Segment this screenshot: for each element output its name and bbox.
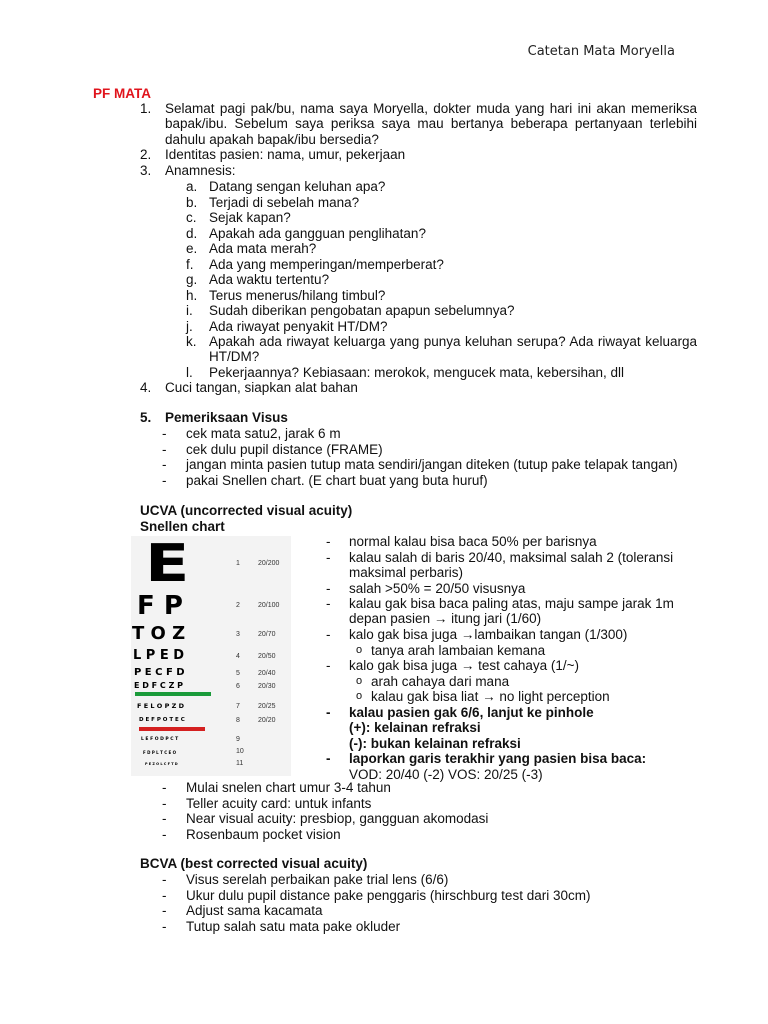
dash-bullet: -: [162, 872, 167, 887]
item-number: 4.: [140, 380, 152, 395]
list-item: [140, 163, 697, 179]
item-text: kalau gak bisa liat → no light perception: [371, 689, 610, 704]
list-item: [162, 457, 722, 473]
chart-row-number: 9: [236, 736, 240, 743]
item-text: Tutup salah satu mata pake okluder: [186, 918, 401, 934]
list-item: [162, 903, 722, 919]
chart-row-letters: E: [145, 534, 190, 594]
item-letter: k.: [186, 334, 197, 349]
dash-bullet: -: [162, 918, 167, 934]
snellen-heading: Snellen chart: [140, 519, 225, 534]
chart-row-letters: E D F C Z P: [134, 681, 184, 690]
dash-bullet: -: [326, 596, 331, 611]
dash-bullet: -: [162, 457, 167, 472]
item-text: Ada yang memperingan/memperberat?: [209, 256, 444, 272]
list-item: [162, 473, 722, 489]
list-item: [186, 272, 697, 288]
list-item: [186, 288, 697, 304]
list-item: [326, 550, 698, 581]
list-item: [326, 534, 698, 550]
item-text: Anamnesis:: [165, 162, 236, 178]
visus-list: [162, 426, 722, 488]
list-item: [162, 811, 722, 827]
item-letter: i.: [186, 303, 193, 318]
item-letter: l.: [186, 365, 193, 380]
item-text: cek dulu pupil distance (FRAME): [186, 441, 383, 457]
chart-row-number: 4: [236, 653, 240, 660]
list-item: [186, 303, 697, 319]
item-text: Apakah ada gangguan penglihatan?: [209, 225, 426, 241]
item-number: 3.: [140, 162, 152, 178]
list-item: [140, 410, 697, 425]
list-item: [326, 627, 698, 643]
list-item: [326, 736, 698, 752]
list-item: [186, 319, 697, 335]
chart-row-letters: L P E D: [133, 648, 185, 663]
list-item: [326, 596, 698, 627]
item-text: kalau pasien gak 6/6, lanjut ke pinhole: [349, 704, 594, 720]
item-number: 5.: [140, 410, 152, 425]
item-text: Ukur dulu pupil distance pake penggaris (hirschburg test dari 30cm): [186, 887, 591, 903]
list-item: [356, 689, 698, 705]
item-text: salah >50% = 20/50 visusnya: [349, 580, 526, 596]
list-item: [162, 919, 722, 935]
list-item: [326, 705, 698, 721]
ucva-notes: [326, 534, 698, 782]
chart-row-number: 2: [236, 602, 240, 609]
item-text: normal kalau bisa baca 50% per barisnya: [349, 534, 597, 549]
item-letter: c.: [186, 210, 197, 225]
item-text: (-): bukan kelainan refraksi: [349, 735, 521, 751]
chart-row-acuity: 20/20: [258, 717, 276, 724]
chart-row-letters: T O Z: [132, 623, 186, 644]
dash-bullet: -: [162, 472, 167, 488]
item-letter: b.: [186, 194, 198, 210]
list-item: [162, 780, 722, 796]
item-text: Teller acuity card: untuk infants: [186, 795, 372, 811]
dash-bullet: -: [326, 627, 331, 642]
item-letter: f.: [186, 256, 194, 272]
item-text: Sejak kapan?: [209, 210, 291, 225]
dash-bullet: -: [162, 795, 167, 811]
item-text: VOD: 20/40 (-2) VOS: 20/25 (-3): [349, 766, 543, 782]
list-item: [186, 365, 697, 381]
item-text: kalo gak bisa juga →lambaikan tangan (1/300): [349, 627, 628, 642]
dash-bullet: -: [162, 780, 167, 795]
list-item: [186, 226, 697, 242]
item-text: arah cahaya dari mana: [371, 673, 510, 689]
item-text: kalau salah di baris 20/40, maksimal salah 2 (toleransi maksimal perbaris): [349, 549, 674, 580]
chart-row-letters: F P: [137, 591, 183, 621]
item-text: (+): kelainan refraksi: [349, 720, 481, 735]
anamnesis-list: [186, 179, 697, 381]
item-text: Mulai snelen chart umur 3-4 tahun: [186, 780, 391, 795]
ucva-more-list: [162, 780, 722, 842]
list-item: [326, 581, 698, 597]
item-text: Terjadi di sebelah mana?: [209, 194, 360, 210]
dash-bullet: -: [326, 751, 331, 766]
list-item: [356, 674, 698, 690]
list-item: [186, 257, 697, 273]
list-item: [162, 442, 722, 458]
list-item: [186, 210, 697, 226]
section-title: PF MATA: [93, 86, 151, 101]
chart-row-letters: F D P L T C E O: [143, 750, 177, 755]
page-header-note: Catetan Mata Moryella: [527, 44, 675, 59]
green-line-marker: [135, 692, 211, 696]
item-number: 1.: [140, 101, 152, 116]
list-item: [140, 147, 697, 163]
snellen-chart-figure: [131, 536, 291, 776]
chart-row-acuity: 20/40: [258, 670, 276, 677]
chart-row-acuity: 20/200: [258, 560, 280, 567]
item-text: Cuci tangan, siapkan alat bahan: [165, 380, 358, 395]
step-5-heading: [140, 410, 697, 425]
list-item: [186, 179, 697, 195]
item-text: Pemeriksaan Visus: [165, 410, 288, 425]
chart-row-number: 3: [236, 631, 240, 638]
item-letter: e.: [186, 241, 198, 256]
chart-row-number: 5: [236, 670, 240, 677]
circle-bullet: o: [356, 643, 363, 656]
item-text: tanya arah lambaian kemana: [371, 642, 546, 658]
list-item: [162, 827, 722, 843]
item-text: kalau gak bisa baca paling atas, maju sampe jarak 1m depan pasien → itung jari (1/60): [349, 596, 674, 627]
circle-bullet: o: [356, 674, 363, 687]
chart-row-letters: P E Z O L C F T D: [145, 762, 178, 766]
list-item: [162, 872, 722, 888]
item-letter: j.: [186, 318, 193, 334]
item-text: Adjust sama kacamata: [186, 903, 323, 918]
item-text: Identitas pasien: nama, umur, pekerjaan: [165, 147, 406, 162]
chart-row-acuity: 20/50: [258, 653, 276, 660]
item-text: Rosenbaum pocket vision: [186, 826, 341, 842]
list-item: [186, 241, 697, 257]
item-text: Near visual acuity: presbiop, gangguan akomodasi: [186, 811, 489, 826]
list-item: [162, 426, 722, 442]
dash-bullet: -: [326, 534, 331, 549]
item-text: laporkan garis terakhir yang pasien bisa baca:: [349, 751, 647, 766]
item-text: Pekerjaannya? Kebiasaan: merokok, mengucek mata, kebersihan, dll: [209, 365, 624, 380]
chart-row-number: 8: [236, 717, 240, 724]
item-text: Ada mata merah?: [209, 241, 317, 256]
item-letter: d.: [186, 225, 198, 241]
item-text: jangan minta pasien tutup mata sendiri/jangan diteken (tutup pake telapak tangan): [186, 457, 678, 472]
red-line-marker: [139, 727, 205, 731]
item-number: 2.: [140, 147, 152, 162]
list-item: [326, 751, 698, 767]
list-item: [140, 101, 697, 147]
chart-row-number: 1: [236, 560, 240, 567]
bcva-list: [162, 872, 722, 934]
item-text: Terus menerus/hilang timbul?: [209, 287, 386, 303]
chart-row-acuity: 20/25: [258, 703, 276, 710]
list-item: [162, 796, 722, 812]
chart-row-acuity: 20/70: [258, 631, 276, 638]
dash-bullet: -: [162, 811, 167, 826]
item-text: kalo gak bisa juga → test cahaya (1/~): [349, 658, 580, 673]
dash-bullet: -: [162, 426, 167, 441]
steps-list: [140, 101, 697, 178]
item-text: Sudah diberikan pengobatan apapun sebelumnya?: [209, 303, 515, 318]
list-item: [326, 720, 698, 736]
dash-bullet: -: [326, 580, 331, 596]
chart-row-number: 6: [236, 683, 240, 690]
dash-bullet: -: [326, 704, 331, 720]
step-4: [140, 380, 697, 395]
circle-bullet: o: [356, 690, 363, 702]
list-item: [140, 380, 697, 395]
item-text: Apakah ada riwayat keluarga yang punya keluhan serupa? Ada riwayat keluarga HT/DM?: [209, 334, 697, 365]
dash-bullet: -: [326, 549, 331, 565]
item-text: Visus serelah perbaikan pake trial lens (6/6): [186, 872, 449, 887]
list-item: [186, 334, 697, 365]
dash-bullet: -: [326, 658, 331, 673]
item-text: Selamat pagi pak/bu, nama saya Moryella, dokter muda yang hari ini akan memeriksa bapak/ibu. Sebelum saya periksa saya mau bertanya beberapa pertanyaan terlebihi dahulu apakah bapak/ibu bersedia?: [165, 101, 697, 147]
chart-row-letters: P E C F D: [134, 667, 185, 678]
chart-row-number: 11: [236, 760, 244, 767]
item-letter: h.: [186, 287, 198, 303]
dash-bullet: -: [162, 826, 167, 842]
dash-bullet: -: [162, 441, 167, 457]
dash-bullet: -: [162, 903, 167, 918]
ucva-heading: UCVA (uncorrected visual acuity): [140, 503, 353, 518]
item-letter: a.: [186, 179, 198, 194]
dash-bullet: -: [162, 887, 167, 903]
item-text: Ada riwayat penyakit HT/DM?: [209, 318, 388, 334]
item-text: Datang sengan keluhan apa?: [209, 179, 386, 194]
chart-row-acuity: 20/100: [258, 602, 280, 609]
bcva-heading: BCVA (best corrected visual acuity): [140, 856, 368, 871]
list-item: [356, 643, 698, 659]
item-text: Ada waktu tertentu?: [209, 272, 330, 287]
chart-row-letters: D E F P O T E C: [139, 717, 185, 723]
list-item: [162, 888, 722, 904]
chart-row-number: 7: [236, 703, 240, 710]
chart-row-acuity: 20/30: [258, 683, 276, 690]
item-text: cek mata satu2, jarak 6 m: [186, 426, 341, 441]
chart-row-number: 10: [236, 748, 244, 755]
item-letter: g.: [186, 272, 198, 287]
list-item: [186, 195, 697, 211]
item-text: pakai Snellen chart. (E chart buat yang buta huruf): [186, 472, 488, 488]
chart-row-letters: F E L O P Z D: [137, 702, 184, 710]
chart-row-letters: L E F O D P C T: [141, 737, 179, 742]
list-item: [326, 658, 698, 674]
